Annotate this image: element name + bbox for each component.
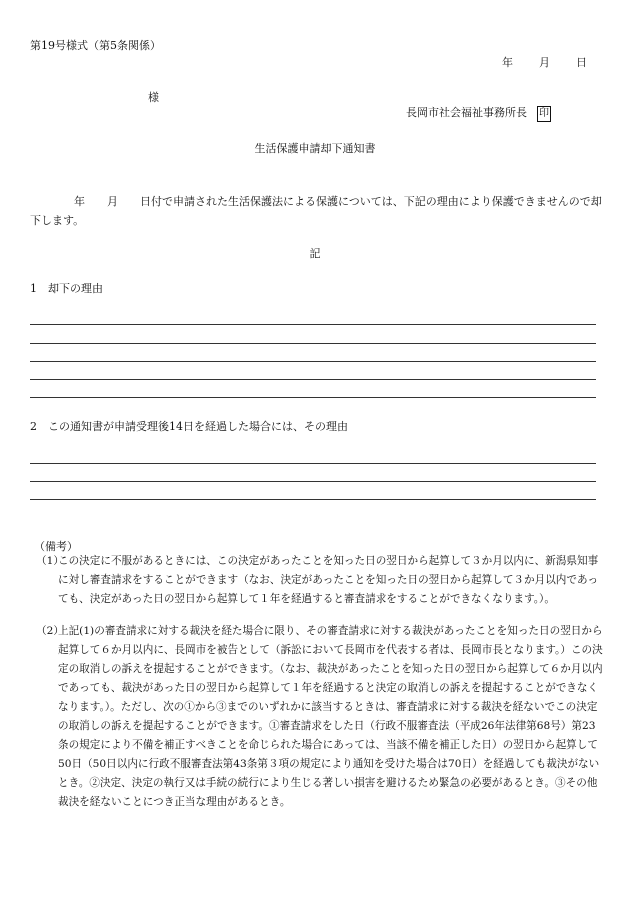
date-line <box>502 54 587 70</box>
body-text: 年 月 日付で申請された生活保護法による保護については、下記の理由により保護できませんので却下します。 <box>30 195 602 227</box>
section-2-label: 2 この通知書が申請受理後14日を経過した場合には、その理由 <box>30 420 348 433</box>
form-number: 第19号様式（第5条関係） <box>30 39 161 52</box>
note-number: （2） <box>36 625 64 637</box>
seal-mark: 印 <box>537 106 551 122</box>
section-1-line <box>30 379 596 380</box>
section-2-line <box>30 499 596 500</box>
section-2-line <box>30 481 596 482</box>
section-1-label: 1 却下の理由 <box>30 282 103 295</box>
note-item <box>36 552 606 609</box>
section-1-line <box>30 343 596 344</box>
sender-block <box>406 104 551 122</box>
addressee-suffix: 様 <box>148 91 159 104</box>
note-number: （1） <box>36 555 64 567</box>
document-title: 生活保護申請却下通知書 <box>254 142 376 155</box>
date-year-label: 年 <box>502 56 513 69</box>
date-month-label: 月 <box>539 56 550 69</box>
note-text: 上記(1)の審査請求に対する裁決を経た場合に限り、その審査請求に対する裁決があったことを知った日の翌日から起算して６か月以内に、長岡市を被告として（訴訟において長岡市を代表する者は、長岡市長となります。）この決定の取消しの訴えを提起することができます。（なお、裁決があったことを知った日の翌日から起算して６か月以内であっても、裁決があった日の翌日から起算して１年を経過すると決定の取消しの訴えを提起することができなくなります。）。ただし、次の①から③までのいずれかに該当するときは、審査請求に対する裁決を経ないでこの決定の取消しの訴えを提起することができます。①審査請求をした日（行政不服審査法（平成26年法律第68号）第23条の規定により不備を補正すべきことを命じられた場合にあっては、当該不備を補正した日）の翌日から起算して50日（50日以内に行政不服審査法第43条第３項の規定により通知を受けた場合は70日）を経過しても裁決がないとき。②決定、決定の執行又は手続の続行により生じる著しい損害を避けるため緊急の必要があるとき。③その他裁決を経ないことにつき正当な理由があるとき。 <box>58 625 603 808</box>
sender-name: 長岡市社会福祉事務所長 <box>406 106 527 119</box>
section-1-line <box>30 324 596 325</box>
date-day-label: 日 <box>576 56 587 69</box>
section-1-line <box>30 397 596 398</box>
note-text: この決定に不服があるときには、この決定があったことを知った日の翌日から起算して３か月以内に、新潟県知事に対し審査請求をすることができます（なお、決定があったことを知った日の翌日から起算して３か月以内であっても、決定があった日の翌日から起算して１年を経過すると審査請求をすることができなくなります。）。 <box>58 555 599 605</box>
section-2-line <box>30 463 596 464</box>
section-1-line <box>30 361 596 362</box>
notes-heading: （備考） <box>34 540 78 553</box>
ki-heading: 記 <box>309 247 321 260</box>
note-item <box>36 622 606 812</box>
